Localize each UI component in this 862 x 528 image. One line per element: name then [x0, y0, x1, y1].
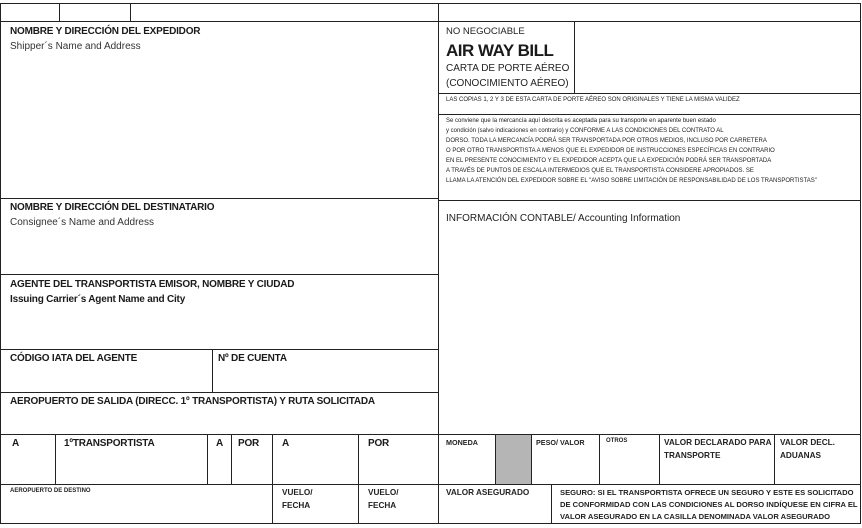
first-carrier-label: 1ºTRANSPORTISTA — [64, 438, 155, 449]
insurance-note-line: VALOR ASEGURADO EN LA CASILLA DENOMINADA VALOR ASEGURADO — [560, 512, 830, 521]
shipper-title: NOMBRE Y DIRECCIÓN DEL EXPEDIDOR — [10, 26, 201, 37]
line-routing-v1 — [55, 434, 56, 484]
line-outer-right — [860, 3, 861, 523]
declared-value-carriage-label-2: TRANSPORTE — [664, 451, 721, 460]
iata-code-label: CÓDIGO IATA DEL AGENTE — [10, 353, 138, 364]
conditions-line: Se conviene que la mercancía aquí descrita es aceptada para su transporte en aparente buen estado — [446, 118, 716, 124]
line-agent-bottom — [0, 349, 438, 350]
copias-notice: LAS COPIAS 1, 2 Y 3 DE ESTA CARTA DE PORTE AÉREO SON ORIGINALES Y TIENE LA MISMA VALIDEZ — [446, 97, 740, 103]
line-charges-v3 — [599, 434, 600, 484]
line-charges-v5 — [774, 434, 775, 484]
line-center — [438, 3, 439, 523]
peso-valor-shade — [496, 435, 531, 484]
line-iata-split — [212, 349, 213, 392]
line-top-2 — [0, 21, 861, 22]
flight-date-label-1a: VUELO/ — [282, 488, 313, 497]
conditions-line: LLAMA LA ATENCIÓN DEL EXPEDIDOR SOBRE EL "AVISO SOBRE LIMITACIÓN DE RESPONSABILIDAD DE LOS TRANSPORTISTAS" — [446, 178, 817, 184]
line-charges-v2 — [531, 434, 532, 484]
line-routing-v3 — [231, 434, 232, 484]
other-label: OTROS — [606, 438, 628, 444]
weight-value-label: PESO/ VALOR — [536, 438, 585, 447]
agent-title: AGENTE DEL TRANSPORTISTA EMISOR, NOMBRE Y CIUDAD — [10, 279, 295, 290]
conocimiento-aereo: (CONOCIMIENTO AÉREO) — [446, 78, 569, 89]
airwaybill-title: AIR WAY BILL — [446, 41, 554, 60]
carta-porte: CARTA DE PORTE AÉREO — [446, 63, 570, 74]
departure-airport-label: AEROPUERTO DE SALIDA (DIRECC. 1º TRANSPORTISTA) Y RUTA SOLICITADA — [10, 396, 375, 407]
consignee-subtitle: Consignee´s Name and Address — [10, 217, 154, 228]
conditions-line: EN EL PRESENTE CONOCIMIENTO Y EL EXPEDIDOR ACEPTA QUE LA EXPEDICIÓN PODRÁ SER TRANSPORTADA — [446, 158, 772, 164]
routing-por-1: POR — [238, 438, 260, 449]
insurance-note-line: DE CONFORMIDAD CON LAS CONDICIONES AL DORSO INDÍQUESE EN CIFRA EL — [560, 500, 858, 509]
no-negociable: NO NEGOCIABLE — [446, 26, 525, 37]
conditions-line: O POR OTRO TRANSPORTISTA A MENOS QUE EL EXPEDIDOR DE INSTRUCCIONES ESPECÍFICAS EN CONTRARIO — [446, 148, 775, 154]
line-routing-v5 — [358, 434, 359, 523]
line-routing-bottom — [0, 484, 861, 485]
line-insurance-split — [551, 484, 552, 523]
line-bottom — [0, 523, 861, 524]
line-top-stub-1 — [59, 3, 60, 21]
shipper-subtitle: Shipper´s Name and Address — [10, 41, 141, 52]
line-header-split — [574, 21, 575, 93]
line-header-bottom — [438, 93, 861, 94]
insurance-note-line: SEGURO: SI EL TRANSPORTISTA OFRECE UN SEGURO Y ESTE ES SOLICITADO — [560, 488, 854, 497]
declared-value-customs-label-2: ADUANAS — [780, 451, 821, 460]
destination-airport-label: AEROPUERTO DE DESTINO — [10, 488, 91, 494]
line-charges-v4 — [659, 434, 660, 484]
declared-value-customs-label-1: VALOR DECL. — [780, 438, 835, 447]
line-routing-top — [0, 434, 861, 435]
conditions-line: DORSO. TODA LA MERCANCÍA PODRÁ SER TRANSPORTADA POR OTROS MEDIOS, INCLUSO POR CARRETERA — [446, 138, 767, 144]
routing-por-2: POR — [368, 438, 390, 449]
line-routing-v4 — [272, 434, 273, 523]
line-copias-bottom — [438, 114, 861, 115]
routing-a-2: A — [216, 438, 224, 449]
line-routing-v2 — [207, 434, 208, 484]
flight-date-label-2b: FECHA — [368, 501, 397, 510]
declared-value-carriage-label-1: VALOR DECLARADO PARA — [664, 438, 772, 447]
line-iata-bottom — [0, 392, 438, 393]
conditions-line: A TRAVÉS DE PUNTOS DE ESCALA INTERMEDIOS QUE EL TRANSPORTISTA CONSIDERE APROPIADOS. SE — [446, 168, 754, 174]
routing-a-3: A — [282, 438, 290, 449]
account-number-label: Nº DE CUENTA — [218, 353, 287, 364]
line-shipper-bottom — [0, 198, 438, 199]
line-conditions-bottom — [438, 200, 861, 201]
line-outer-left — [0, 3, 1, 523]
accounting-label: INFORMACIÓN CONTABLE/ Accounting Information — [446, 213, 681, 224]
routing-a-1: A — [12, 438, 20, 449]
flight-date-label-1b: FECHA — [282, 501, 311, 510]
currency-label: MONEDA — [446, 438, 478, 447]
insured-value-label: VALOR ASEGURADO — [446, 488, 530, 497]
consignee-title: NOMBRE Y DIRECCIÓN DEL DESTINATARIO — [10, 202, 215, 213]
line-consignee-bottom — [0, 274, 438, 275]
line-top-stub-2 — [130, 3, 131, 21]
flight-date-label-2a: VUELO/ — [368, 488, 399, 497]
agent-subtitle: Issuing Carrier´s Agent Name and City — [10, 294, 186, 305]
conditions-line: y condición (salvo indicaciones en contrario) y CONFORME A LAS CONDICIONES DEL CONTRATO AL — [446, 128, 724, 134]
